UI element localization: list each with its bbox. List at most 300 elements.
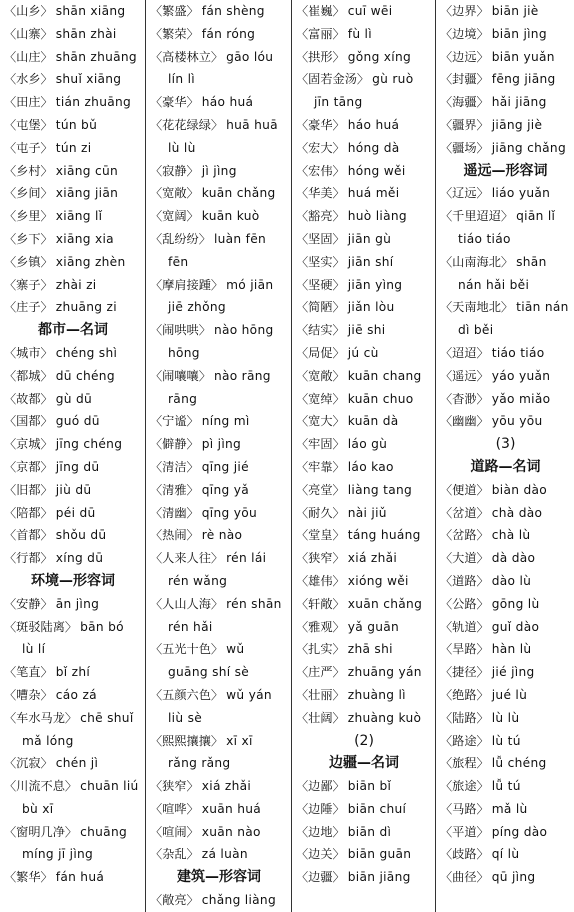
entry-pinyin: huò liàng: [347, 209, 407, 224]
entry-pinyin: chuān liú: [80, 779, 139, 794]
entry-pinyin: kuān kuò: [201, 209, 260, 224]
dictionary-entry: [296, 160, 432, 183]
entry-word: 〈歧路〉: [440, 847, 489, 862]
entry-word: 〈水乡〉: [4, 72, 53, 87]
dictionary-entry: [4, 365, 142, 388]
entry-word: 〈遥远〉: [440, 368, 489, 383]
entry-pinyin: láo gù: [347, 437, 388, 452]
dictionary-entry: [4, 68, 142, 91]
entry-pinyin: lù lù: [168, 140, 196, 155]
dictionary-entry: [296, 524, 432, 547]
entry-word: 〈安静〉: [4, 596, 53, 611]
entry-pinyin: cuī wēi: [347, 4, 393, 18]
dictionary-entry: [150, 319, 288, 342]
entry-word: 〈壮阔〉: [296, 710, 345, 725]
column-3: [291, 0, 435, 912]
entry-word: 〈寨子〉: [4, 277, 53, 292]
dictionary-entry: [4, 388, 142, 411]
dictionary-entry: [4, 707, 142, 730]
entry-pinyin: mó jiān: [226, 277, 274, 292]
entry-pinyin: qīng yōu: [201, 505, 258, 520]
entry-word: 〈封疆〉: [440, 72, 489, 87]
entry-pinyin: kuān chang: [347, 368, 422, 383]
category-heading: 建筑—形容词: [177, 869, 261, 886]
entry-pinyin: bān bó: [80, 619, 124, 634]
entry-pinyin: liù sè: [168, 710, 203, 725]
entry-word: 〈千里迢迢〉: [440, 209, 514, 224]
dictionary-entry: [4, 160, 142, 183]
entry-word: 〈国都〉: [4, 414, 53, 429]
entry-word: 〈乡下〉: [4, 231, 53, 246]
dictionary-entry: [4, 547, 142, 570]
entry-word: 〈狭窄〉: [150, 779, 199, 794]
entry-pinyin: xiá zhǎi: [201, 779, 252, 794]
entry-word: 〈雄伟〉: [296, 573, 345, 588]
entry-pinyin: xiāng xia: [55, 231, 114, 246]
entry-pinyin: pì jìng: [201, 437, 242, 452]
dictionary-entry: [296, 114, 432, 137]
entry-word: 〈清雅〉: [150, 482, 199, 497]
dictionary-entry: [296, 0, 432, 23]
entry-pinyin: yǎo miǎo: [491, 391, 551, 406]
dictionary-entry: [440, 46, 571, 69]
dictionary-entry: [440, 0, 571, 23]
entry-word: 〈固若金汤〉: [296, 72, 370, 87]
entry-pinyin: qīng yǎ: [201, 482, 249, 497]
dictionary-entry: [4, 342, 142, 365]
dictionary-entry: [440, 68, 571, 91]
entry-word: 〈迢迢〉: [440, 345, 489, 360]
entry-pinyin-continuation: [4, 638, 142, 661]
dictionary-entry: [440, 296, 571, 319]
dictionary-entry: [440, 843, 571, 866]
entry-word: 〈行都〉: [4, 551, 53, 566]
entry-pinyin: zhā shi: [347, 642, 393, 657]
entry-pinyin: biān jìng: [491, 26, 547, 41]
entry-word: 〈宏大〉: [296, 140, 345, 155]
entry-pinyin: jiāng jiè: [491, 117, 543, 132]
entry-word: 〈繁盛〉: [150, 4, 199, 18]
dictionary-entry: [150, 821, 288, 844]
dictionary-entry: [440, 730, 571, 753]
entry-pinyin: qīng jié: [201, 459, 249, 474]
dictionary-entry: [150, 182, 288, 205]
entry-pinyin: xiāng lǐ: [55, 209, 103, 224]
entry-pinyin: fēng jiāng: [491, 72, 556, 87]
entry-pinyin-continuation: [150, 342, 288, 365]
entry-word: 〈乡村〉: [4, 163, 53, 178]
entry-pinyin: cáo zá: [55, 687, 97, 702]
section-number: (2): [354, 732, 374, 749]
entry-word: 〈便道〉: [440, 482, 489, 497]
entry-word: 〈旅途〉: [440, 779, 489, 794]
dictionary-entry: [4, 456, 142, 479]
dictionary-entry: [296, 593, 432, 616]
dictionary-entry: [296, 296, 432, 319]
entry-pinyin: biān chuí: [347, 801, 407, 816]
entry-pinyin-continuation: [150, 616, 288, 639]
dictionary-entry: [296, 821, 432, 844]
dictionary-entry: [440, 547, 571, 570]
entry-word: 〈田庄〉: [4, 95, 53, 110]
dictionary-entry: [296, 570, 432, 593]
dictionary-entry: [296, 342, 432, 365]
entry-pinyin: láo kao: [347, 459, 394, 474]
entry-pinyin: gōng lù: [491, 596, 540, 611]
entry-word: 〈花花绿绿〉: [150, 117, 224, 132]
entry-word: 〈山寨〉: [4, 26, 53, 41]
entry-pinyin-continuation: [150, 388, 288, 411]
dictionary-entry: [4, 251, 142, 274]
dictionary-entry: [4, 821, 142, 844]
entry-word: 〈狭窄〉: [296, 551, 345, 566]
column-2: [145, 0, 291, 912]
entry-pinyin: zhuàng lì: [347, 687, 406, 702]
entry-pinyin: biàn dào: [491, 482, 548, 497]
entry-word: 〈豁亮〉: [296, 209, 345, 224]
entry-pinyin: kuān chuo: [347, 391, 414, 406]
entry-word: 〈川流不息〉: [4, 779, 78, 794]
dictionary-entry: [296, 456, 432, 479]
entry-pinyin: lǚ tú: [491, 779, 521, 794]
entry-word: 〈边陲〉: [296, 801, 345, 816]
dictionary-entry: [4, 137, 142, 160]
entry-word: 〈豪华〉: [150, 95, 199, 110]
dictionary-entry: [440, 114, 571, 137]
entry-pinyin: rén shān: [226, 596, 282, 611]
dictionary-entry: [150, 730, 288, 753]
entry-pinyin: hōng: [168, 345, 200, 360]
entry-word: 〈都城〉: [4, 368, 53, 383]
entry-word: 〈闹嚷嚷〉: [150, 368, 211, 383]
entry-pinyin: chà lù: [491, 528, 531, 543]
dictionary-entry: [4, 524, 142, 547]
entry-pinyin: jú cù: [347, 345, 379, 360]
entry-word: 〈海疆〉: [440, 95, 489, 110]
entry-pinyin: háo huá: [347, 117, 400, 132]
entry-word: 〈闹哄哄〉: [150, 323, 211, 338]
entry-pinyin: xióng wěi: [347, 573, 409, 588]
entry-pinyin-continuation: [150, 661, 288, 684]
dictionary-entry: [296, 684, 432, 707]
entry-pinyin: shǒu dū: [55, 528, 107, 543]
entry-pinyin: fán shèng: [201, 4, 265, 18]
entry-word: 〈京都〉: [4, 459, 53, 474]
entry-word: 〈人来人往〉: [150, 551, 224, 566]
entry-pinyin-continuation: [440, 228, 571, 251]
entry-word: 〈富丽〉: [296, 26, 345, 41]
entry-word: 〈陆路〉: [440, 710, 489, 725]
dictionary-entry: [4, 775, 142, 798]
dictionary-entry: [150, 23, 288, 46]
entry-pinyin: píng dào: [491, 824, 548, 839]
entry-pinyin: huā huā: [226, 117, 278, 132]
entry-pinyin: nào hōng: [213, 323, 274, 338]
dictionary-entry: [4, 182, 142, 205]
entry-word: 〈曲径〉: [440, 870, 489, 885]
entry-word: 〈拱形〉: [296, 49, 345, 64]
entry-pinyin: shān zhài: [55, 26, 117, 41]
entry-word: 〈路途〉: [440, 733, 489, 748]
entry-word: 〈边境〉: [440, 26, 489, 41]
entry-pinyin: gù ruò: [372, 72, 414, 87]
dictionary-entry: [150, 843, 288, 866]
dictionary-entry: [296, 661, 432, 684]
entry-word: 〈牢靠〉: [296, 459, 345, 474]
entry-word: 〈喧闹〉: [150, 824, 199, 839]
entry-word: 〈幽幽〉: [440, 414, 489, 429]
entry-pinyin: guǐ dào: [491, 619, 540, 634]
dictionary-entry: [150, 775, 288, 798]
entry-pinyin: shān: [516, 254, 547, 269]
dictionary-entry: [440, 182, 571, 205]
dictionary-entry: [440, 479, 571, 502]
dictionary-entry: [4, 479, 142, 502]
entry-word: 〈五光十色〉: [150, 642, 224, 657]
dictionary-entry: [150, 114, 288, 137]
dictionary-entry: [440, 342, 571, 365]
dictionary-entry: [440, 752, 571, 775]
entry-word: 〈僻静〉: [150, 437, 199, 452]
entry-word: 〈边远〉: [440, 49, 489, 64]
category-heading: 环境—形容词: [31, 572, 115, 589]
dictionary-entry: [4, 296, 142, 319]
entry-pinyin: jīng dū: [55, 459, 100, 474]
dictionary-entry: [150, 0, 288, 23]
dictionary-entry: [150, 228, 288, 251]
entry-pinyin: rǎng rǎng: [168, 756, 231, 771]
entry-pinyin: dì běi: [458, 323, 494, 338]
entry-pinyin: nào rāng: [213, 368, 271, 383]
entry-pinyin: shuǐ xiāng: [55, 72, 122, 87]
entry-pinyin: míng jī jìng: [22, 847, 94, 862]
entry-word: 〈山庄〉: [4, 49, 53, 64]
dictionary-entry: [150, 365, 288, 388]
dictionary-entry: [440, 798, 571, 821]
entry-pinyin: rén lái: [226, 551, 267, 566]
entry-pinyin: tiān nán: [516, 300, 569, 315]
entry-pinyin: táng huáng: [347, 528, 421, 543]
entry-pinyin: zhài zi: [55, 277, 97, 292]
entry-pinyin-continuation: [150, 251, 288, 274]
dictionary-entry: [296, 707, 432, 730]
entry-word: 〈宏伟〉: [296, 163, 345, 178]
entry-word: 〈绝路〉: [440, 687, 489, 702]
entry-word: 〈宽敞〉: [150, 186, 199, 201]
dictionary-entry: [296, 798, 432, 821]
entry-pinyin-continuation: [296, 91, 432, 114]
entry-word: 〈山乡〉: [4, 4, 53, 18]
dictionary-entry: [4, 46, 142, 69]
dictionary-entry: [296, 638, 432, 661]
entry-pinyin: bǐ zhí: [55, 665, 91, 680]
entry-pinyin-continuation: [150, 707, 288, 730]
dictionary-entry: [296, 410, 432, 433]
entry-pinyin: liàng tang: [347, 482, 413, 497]
entry-word: 〈堂皇〉: [296, 528, 345, 543]
entry-pinyin: yǎ guān: [347, 619, 400, 634]
entry-pinyin: lù lí: [22, 642, 46, 657]
entry-pinyin: xíng dū: [55, 551, 104, 566]
column-4: [435, 0, 574, 912]
entry-pinyin: mǎ lù: [491, 801, 528, 816]
entry-word: 〈边鄙〉: [296, 779, 345, 794]
dictionary-entry: [4, 866, 142, 889]
entry-pinyin: shān xiāng: [55, 4, 126, 18]
entry-pinyin: chuāng: [80, 824, 128, 839]
dictionary-entry: [440, 137, 571, 160]
entry-word: 〈斑驳陆离〉: [4, 619, 78, 634]
entry-pinyin-continuation: [4, 843, 142, 866]
entry-pinyin: wǔ: [226, 642, 245, 657]
entry-word: 〈宽阔〉: [150, 209, 199, 224]
entry-pinyin: tián zhuāng: [55, 95, 132, 110]
dictionary-entry: [296, 388, 432, 411]
entry-pinyin: jì jìng: [201, 163, 237, 178]
entry-pinyin: biān guān: [347, 847, 412, 862]
entry-pinyin: zá luàn: [201, 847, 248, 862]
entry-pinyin: zhuàng kuò: [347, 710, 422, 725]
entry-pinyin: zhuāng yán: [347, 665, 422, 680]
entry-pinyin: xiāng jiān: [55, 186, 119, 201]
entry-word: 〈轨道〉: [440, 619, 489, 634]
entry-pinyin-continuation: [440, 319, 571, 342]
entry-word: 〈轩敞〉: [296, 596, 345, 611]
entry-word: 〈崔巍〉: [296, 4, 345, 18]
dictionary-entry: [440, 91, 571, 114]
entry-word: 〈捷径〉: [440, 665, 489, 680]
dictionary-entry: [440, 707, 571, 730]
dictionary-entry: [150, 205, 288, 228]
dictionary-entry: [296, 433, 432, 456]
entry-word: 〈天南地北〉: [440, 300, 514, 315]
entry-word: 〈杂乱〉: [150, 847, 199, 862]
dictionary-entry: [150, 638, 288, 661]
dictionary-entry: [150, 502, 288, 525]
entry-pinyin: rén hǎi: [168, 619, 213, 634]
entry-pinyin: yōu yōu: [491, 414, 543, 429]
entry-word: 〈雅观〉: [296, 619, 345, 634]
dictionary-entry: [440, 570, 571, 593]
entry-pinyin: gù dū: [55, 391, 93, 406]
entry-pinyin: jué lù: [491, 687, 528, 702]
entry-word: 〈坚硬〉: [296, 277, 345, 292]
entry-word: 〈道路〉: [440, 573, 489, 588]
entry-word: 〈耐久〉: [296, 505, 345, 520]
entry-word: 〈笔直〉: [4, 665, 53, 680]
entry-word: 〈宽绰〉: [296, 391, 345, 406]
entry-word: 〈岔道〉: [440, 505, 489, 520]
dictionary-entry: [296, 502, 432, 525]
entry-word: 〈城市〉: [4, 345, 53, 360]
dictionary-entry: [4, 752, 142, 775]
dictionary-entry: [4, 684, 142, 707]
dictionary-entry: [4, 616, 142, 639]
entry-pinyin: chà dào: [491, 505, 543, 520]
dictionary-entry: [440, 775, 571, 798]
entry-pinyin: fù lì: [347, 26, 372, 41]
entry-pinyin: ān jìng: [55, 596, 100, 611]
entry-pinyin: dū chéng: [55, 368, 115, 383]
entry-pinyin: biān dì: [347, 824, 392, 839]
entry-word: 〈屯子〉: [4, 140, 53, 155]
entry-word: 〈繁华〉: [4, 870, 53, 885]
dictionary-entry: [440, 638, 571, 661]
entry-pinyin: lù tú: [491, 733, 521, 748]
dictionary-entry: [296, 182, 432, 205]
entry-word: 〈马路〉: [440, 801, 489, 816]
entry-pinyin: chē shuǐ: [80, 710, 134, 725]
dictionary-entry: [440, 616, 571, 639]
entry-pinyin: qū jìng: [491, 870, 536, 885]
entry-pinyin: liáo yuǎn: [491, 186, 551, 201]
dictionary-entry: [4, 23, 142, 46]
entry-word: 〈人山人海〉: [150, 596, 224, 611]
dictionary-entry: [150, 479, 288, 502]
entry-pinyin-continuation: [4, 798, 142, 821]
entry-pinyin: hǎi jiāng: [491, 95, 547, 110]
entry-word: 〈庄子〉: [4, 300, 53, 315]
dictionary-entry: [4, 502, 142, 525]
dictionary-entry: [150, 593, 288, 616]
entry-pinyin: jiù dū: [55, 482, 92, 497]
entry-pinyin: jīng chéng: [55, 437, 123, 452]
entry-word: 〈局促〉: [296, 345, 345, 360]
entry-word: 〈疆界〉: [440, 117, 489, 132]
dictionary-entry: [4, 410, 142, 433]
entry-word: 〈牢固〉: [296, 437, 345, 452]
dictionary-entry: [440, 661, 571, 684]
dictionary-entry: [296, 68, 432, 91]
entry-pinyin: jiē shi: [347, 323, 386, 338]
entry-pinyin: hóng wěi: [347, 163, 406, 178]
dictionary-entry: [440, 410, 571, 433]
entry-pinyin: kuān dà: [347, 414, 399, 429]
entry-pinyin: xī xī: [226, 733, 253, 748]
entry-pinyin: níng mì: [201, 414, 250, 429]
dictionary-entry: [150, 410, 288, 433]
entry-word: 〈扎实〉: [296, 642, 345, 657]
entry-word: 〈高楼林立〉: [150, 49, 224, 64]
entry-word: 〈乡里〉: [4, 209, 53, 224]
entry-pinyin: xiāng zhèn: [55, 254, 126, 269]
dictionary-entry: [150, 160, 288, 183]
entry-word: 〈疆场〉: [440, 140, 489, 155]
section-number: (3): [495, 436, 516, 453]
entry-pinyin: jīn tāng: [314, 95, 363, 110]
entry-pinyin: xuān huá: [201, 801, 262, 816]
dictionary-entry: [296, 274, 432, 297]
dictionary-entry: [150, 456, 288, 479]
entry-pinyin: gǒng xíng: [347, 49, 412, 64]
entry-word: 〈屯堡〉: [4, 117, 53, 132]
dictionary-entry: [440, 524, 571, 547]
entry-word: 〈宽敞〉: [296, 368, 345, 383]
entry-word: 〈清洁〉: [150, 459, 199, 474]
entry-pinyin: rāng: [168, 391, 198, 406]
entry-word: 〈寂静〉: [150, 163, 199, 178]
entry-word: 〈豪华〉: [296, 117, 345, 132]
entry-pinyin: luàn fēn: [213, 231, 267, 246]
dictionary-entry: [296, 547, 432, 570]
entry-pinyin: mǎ lóng: [22, 733, 74, 748]
dictionary-entry: [440, 251, 571, 274]
dictionary-entry: [296, 137, 432, 160]
entry-pinyin: hàn lù: [491, 642, 532, 657]
entry-word: 〈边关〉: [296, 847, 345, 862]
entry-pinyin: gāo lóu: [226, 49, 274, 64]
dictionary-entry: [4, 274, 142, 297]
